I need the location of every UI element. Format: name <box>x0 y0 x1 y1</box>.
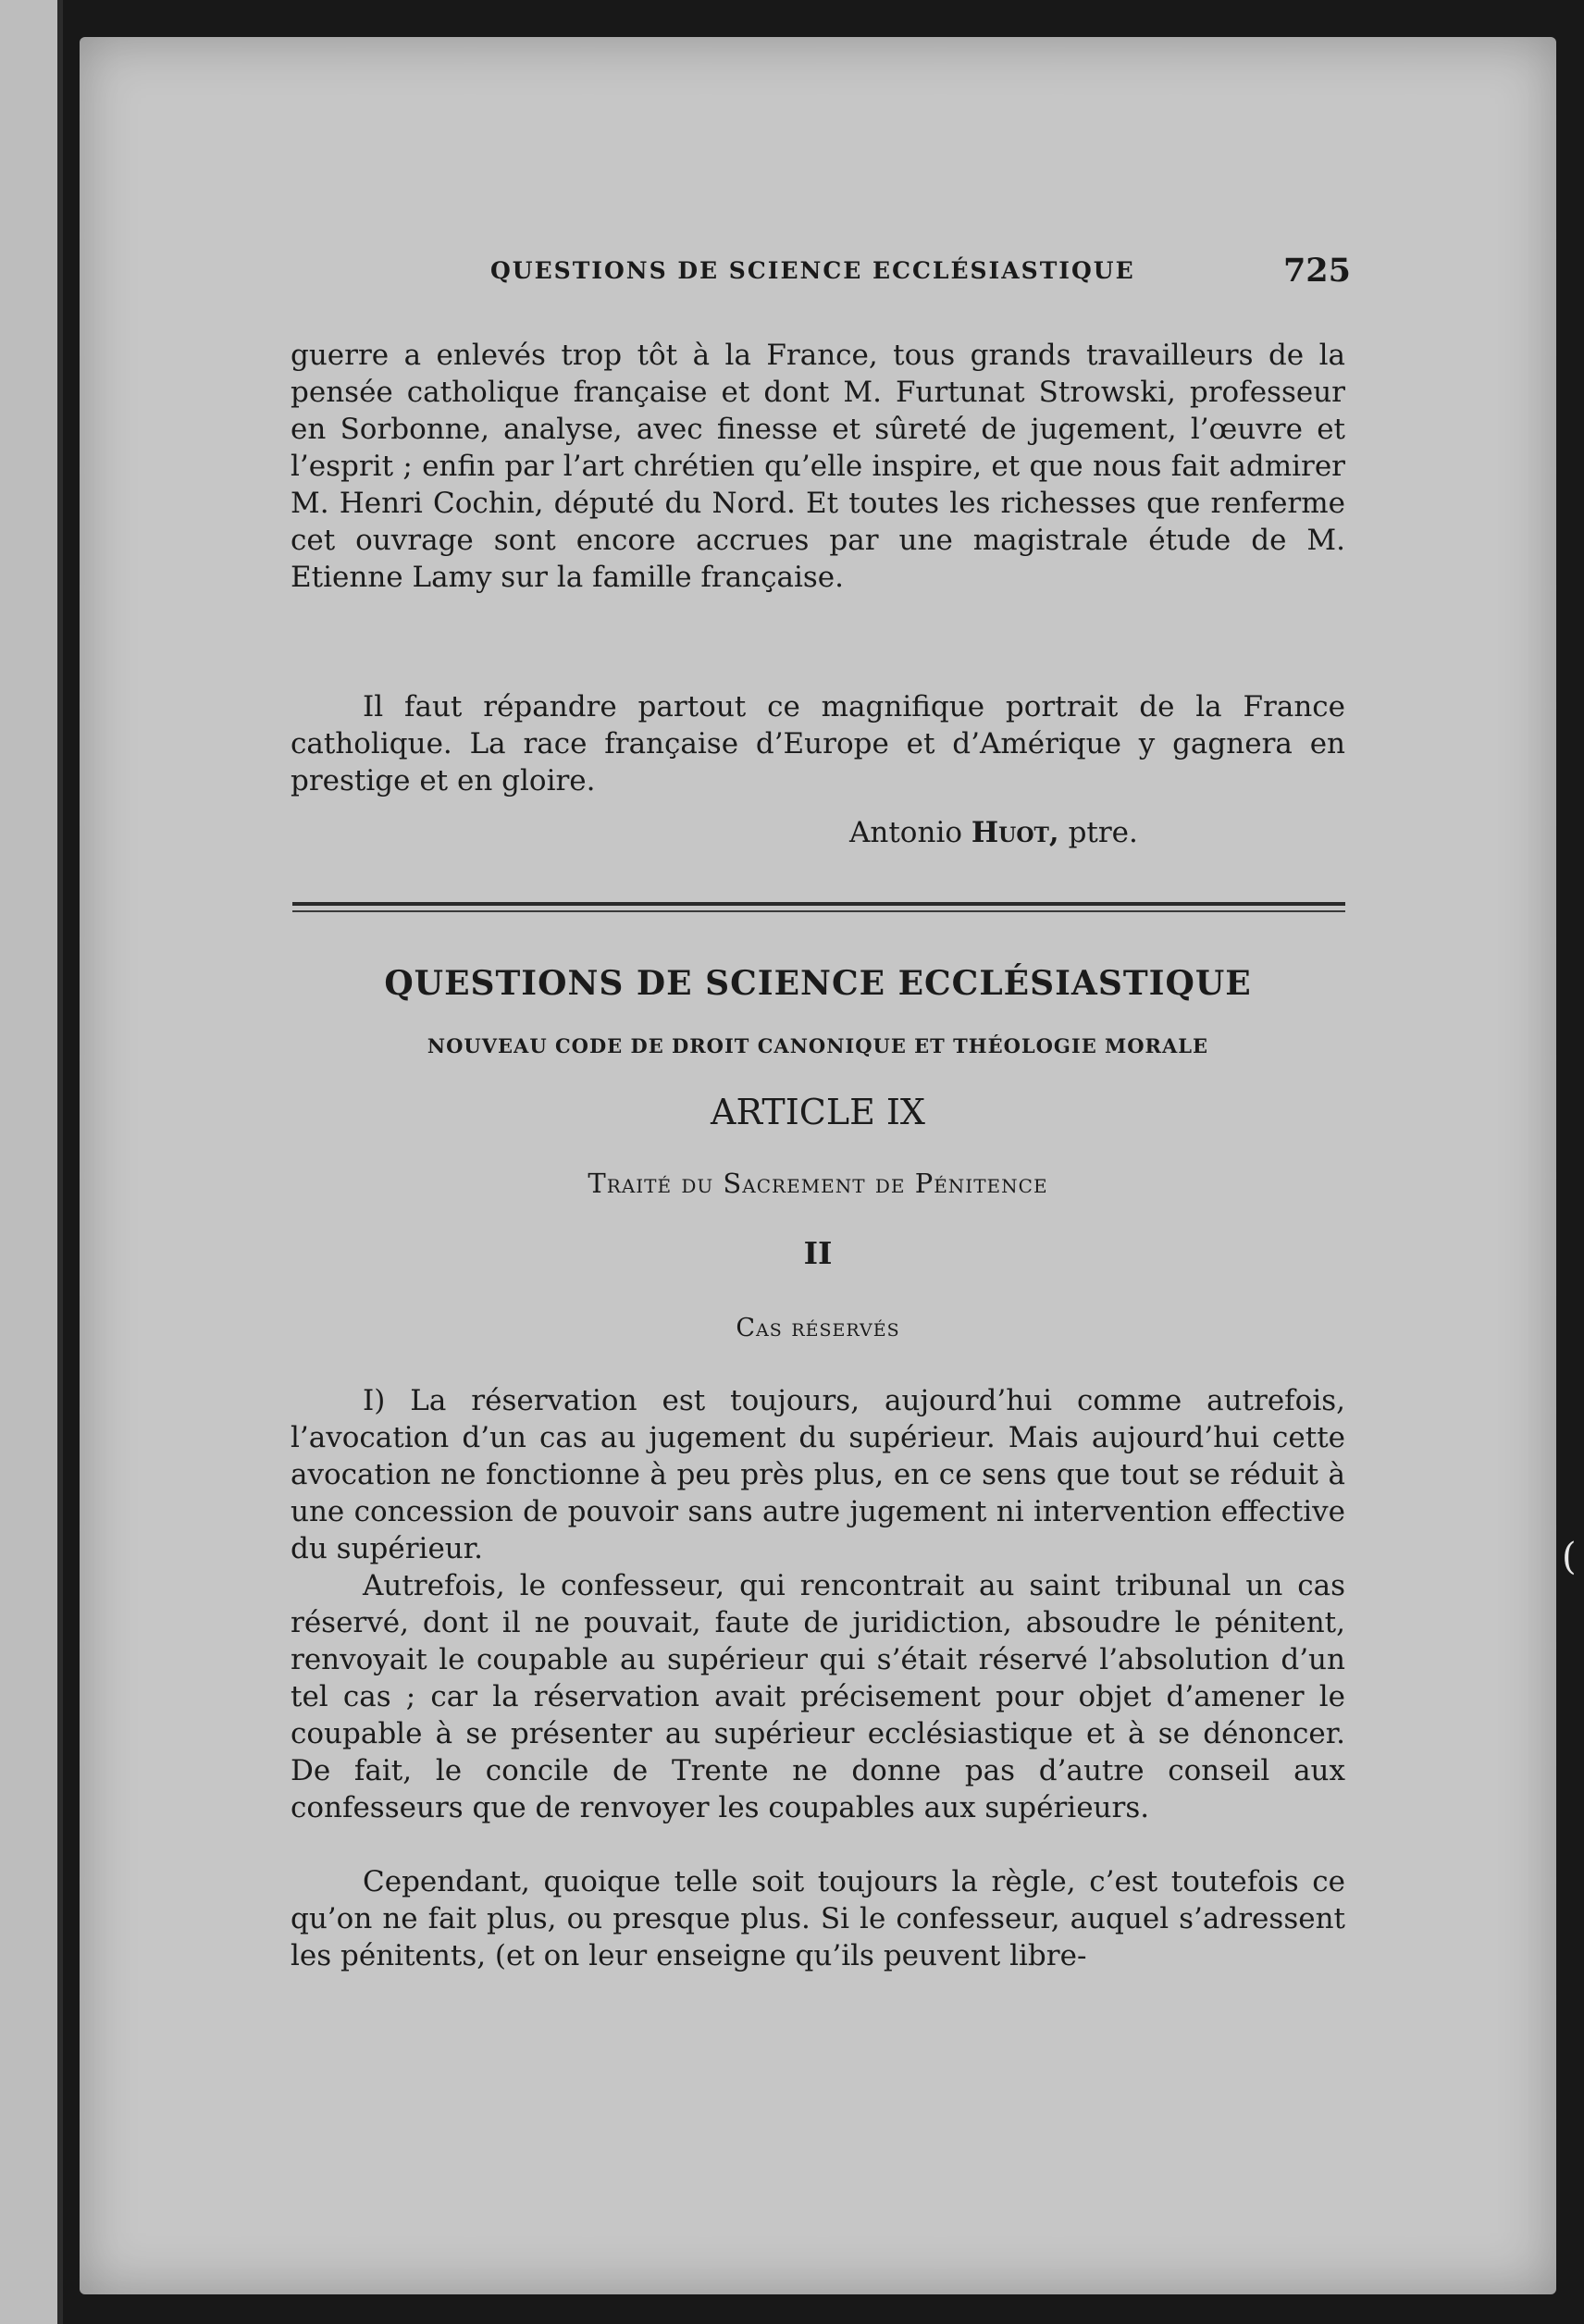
treatise-heading: Traité du Sacrement de Pénitence <box>588 1168 1048 1199</box>
body-paragraph-1: I) La réservation est toujours, aujourd’hui comme autrefois, l’avocation d’un cas au jugement du supérieur. Mais aujourd’hui cette avocation ne fonctionne à peu près plus, en ce sens que tout se réduit à une concession de pouvoir sans autre jugement ni intervention effective du supérieur. <box>291 1384 1345 1565</box>
body-paragraph-3: Cependant, quoique telle soit toujours la règle, c’est toutefois ce qu’on ne fait plus, ou presque plus. Si le confesseur, auquel s’adressent les pénitents, (et on leur enseigne qu’ils peuvent libre- <box>291 1865 1345 1972</box>
scan-artifact-mark: ( <box>1562 1536 1577 1578</box>
section-divider-thin <box>292 910 1345 912</box>
signature-first-name: Antonio <box>849 816 963 849</box>
subsection-heading: Cas réservés <box>736 1314 900 1342</box>
section-divider-thick <box>292 902 1345 906</box>
review-paragraph-2: Il faut répandre partout ce magnifique portrait de la France catholique. La race française d’Europe et d’Amérique y gagnera en prestige et en gloire. <box>291 690 1345 797</box>
signature-title: ptre. <box>1068 816 1138 849</box>
section-subtitle: NOUVEAU CODE DE DROIT CANONIQUE ET THÉOLOGIE MORALE <box>427 1034 1209 1057</box>
signature-surname: Huot, <box>971 816 1059 849</box>
article-heading: ARTICLE IX <box>711 1092 925 1132</box>
section-title: QUESTIONS DE SCIENCE ECCLÉSIASTIQUE <box>384 964 1252 1003</box>
review-paragraph-1: guerre a enlevés trop tôt à la France, tous grands travailleurs de la pensée catholique française et dont M. Furtunat Strowski, professeur en Sorbonne, analyse, avec finesse et sûreté de jugement, l’œuvre et l’esprit ; enfin par l’art chrétien qu’elle inspire, et que nous fait admirer M. Henri Cochin, député du Nord. Et toutes les richesses que renferme cet ouvrage sont encore accrues par une magistrale étude de M. Etienne Lamy sur la famille française. <box>291 339 1345 594</box>
body-paragraph-2: Autrefois, le confesseur, qui rencontrait au saint tribunal un cas réservé, dont il ne pouvait, faute de juridiction, absoudre le pénitent, renvoyait le coupable au supérieur qui s’était réservé l’absolution d’un tel cas ; car la réservation avait précisement pour objet d’amener le coupable à se présenter au supérieur ecclésiastique et à se dénoncer. De fait, le concile de Trente ne donne pas d’autre conseil aux confesseurs que de renvoyer les coupables aux supérieurs. <box>291 1569 1345 1824</box>
part-heading: II <box>803 1235 833 1271</box>
page-number: 725 <box>1282 252 1351 290</box>
adjacent-page-edge <box>0 0 63 2324</box>
running-title: QUESTIONS DE SCIENCE ECCLÉSIASTIQUE <box>490 257 1135 284</box>
review-signature <box>849 816 1138 849</box>
